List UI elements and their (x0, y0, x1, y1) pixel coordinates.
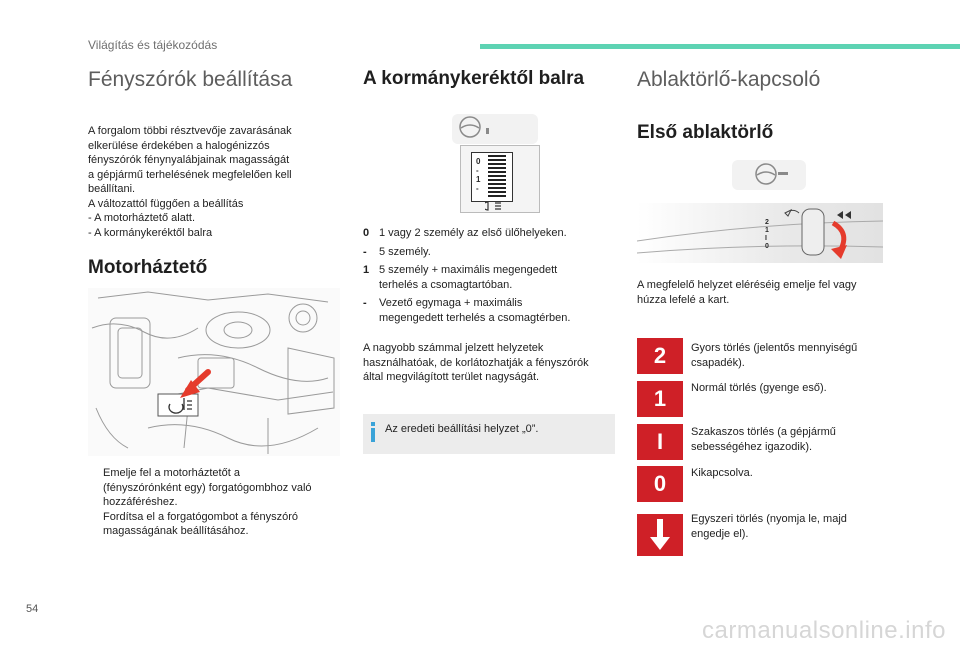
wiper-intermittent-button[interactable]: I (637, 424, 683, 460)
wiper-title: Ablaktörlő-kapcsoló (637, 68, 821, 91)
steering-left-title: A kormánykeréktől balra (363, 68, 585, 89)
wiper-speed-2-desc: Gyors törlés (jelentős mennyiségű csapadék). (691, 342, 858, 369)
headlamp-intro: A forgalom többi résztvevője zavarásának elkerülése érdekében a halogénizzós fényszórók fénynyalábjainak magasságát a gépjármű terhelésének megfelelően kell beállítani. A változattól függően a beállítás - A motorháztető alatt. - A kormánykeréktől balra (88, 125, 292, 239)
stalk-scale: 2 1 I 0 (765, 219, 769, 250)
wiper-stalk-figure (637, 203, 883, 263)
bonnet-subtitle: Motorháztető (88, 257, 208, 278)
info-text: Az eredeti beállítási helyzet „0”. (385, 423, 539, 435)
dashboard-locator (452, 114, 538, 144)
wiper-locator (732, 160, 806, 190)
wiper-single-wipe-desc: Egyszeri törlés (nyomja le, majd engedje el). (691, 513, 847, 540)
load-note: A nagyobb számmal jelzett helyzetek használhatóak, de korlátozhatják a fényszórók által megvilágított terület nagyságát. (363, 342, 589, 383)
bonnet-steps: Emelje fel a motorháztetőt a (fényszórónként egy) forgatógombhoz való hozzáféréshez. Fordítsa el a forgatógombot a fényszóró magasságának beállításához. (103, 467, 312, 537)
wiper-off-desc: Kikapcsolva. (691, 467, 753, 479)
info-icon (368, 422, 378, 442)
wiper-caption: A megfelelő helyzet eléréséig emelje fel vagy húzza lefelé a kart. (637, 279, 857, 306)
info-box (363, 414, 615, 454)
watermark: carmanualsonline.info (702, 617, 946, 644)
steering-wheel-icon (452, 114, 538, 144)
steering-wheel-icon (732, 160, 806, 190)
wiper-speed-2-button[interactable]: 2 (637, 338, 683, 374)
headlamp-height-icon (485, 200, 505, 212)
headlamp-dial-panel (460, 145, 540, 213)
dial-scale: 0 - 1 - (476, 157, 481, 193)
headlamp-title: Fényszórók beállítása (88, 68, 293, 91)
front-wiper-subtitle: Első ablaktörlő (637, 122, 774, 143)
arrow-down-icon (649, 519, 671, 551)
wiper-off-button[interactable]: 0 (637, 466, 683, 502)
dial-wheel (488, 155, 506, 197)
load-legend: 0 1 vagy 2 személy az első ülőhelyeken. - 5 személy. 1 5 személy + maximális megengedett terhelés a csomagtartóban. - Vezető egymaga + maximális megengedett terhelés a csomagtérben. (363, 227, 571, 324)
section-accent-bar (480, 44, 960, 49)
engine-bay-illustration (88, 288, 340, 456)
wiper-intermittent-desc: Szakaszos törlés (a gépjármű sebességéhez igazodik). (691, 426, 836, 453)
wiper-stalk-drawing (637, 203, 883, 263)
headlamp-dial[interactable] (471, 152, 513, 202)
wiper-speed-1-button[interactable]: 1 (637, 381, 683, 417)
engine-bay-drawing (88, 288, 340, 456)
wiper-speed-1-desc: Normál törlés (gyenge eső). (691, 382, 827, 394)
page-number: 54 (26, 603, 39, 615)
wiper-single-wipe-button[interactable] (637, 514, 683, 556)
section-label: Világítás és tájékozódás (88, 38, 218, 52)
